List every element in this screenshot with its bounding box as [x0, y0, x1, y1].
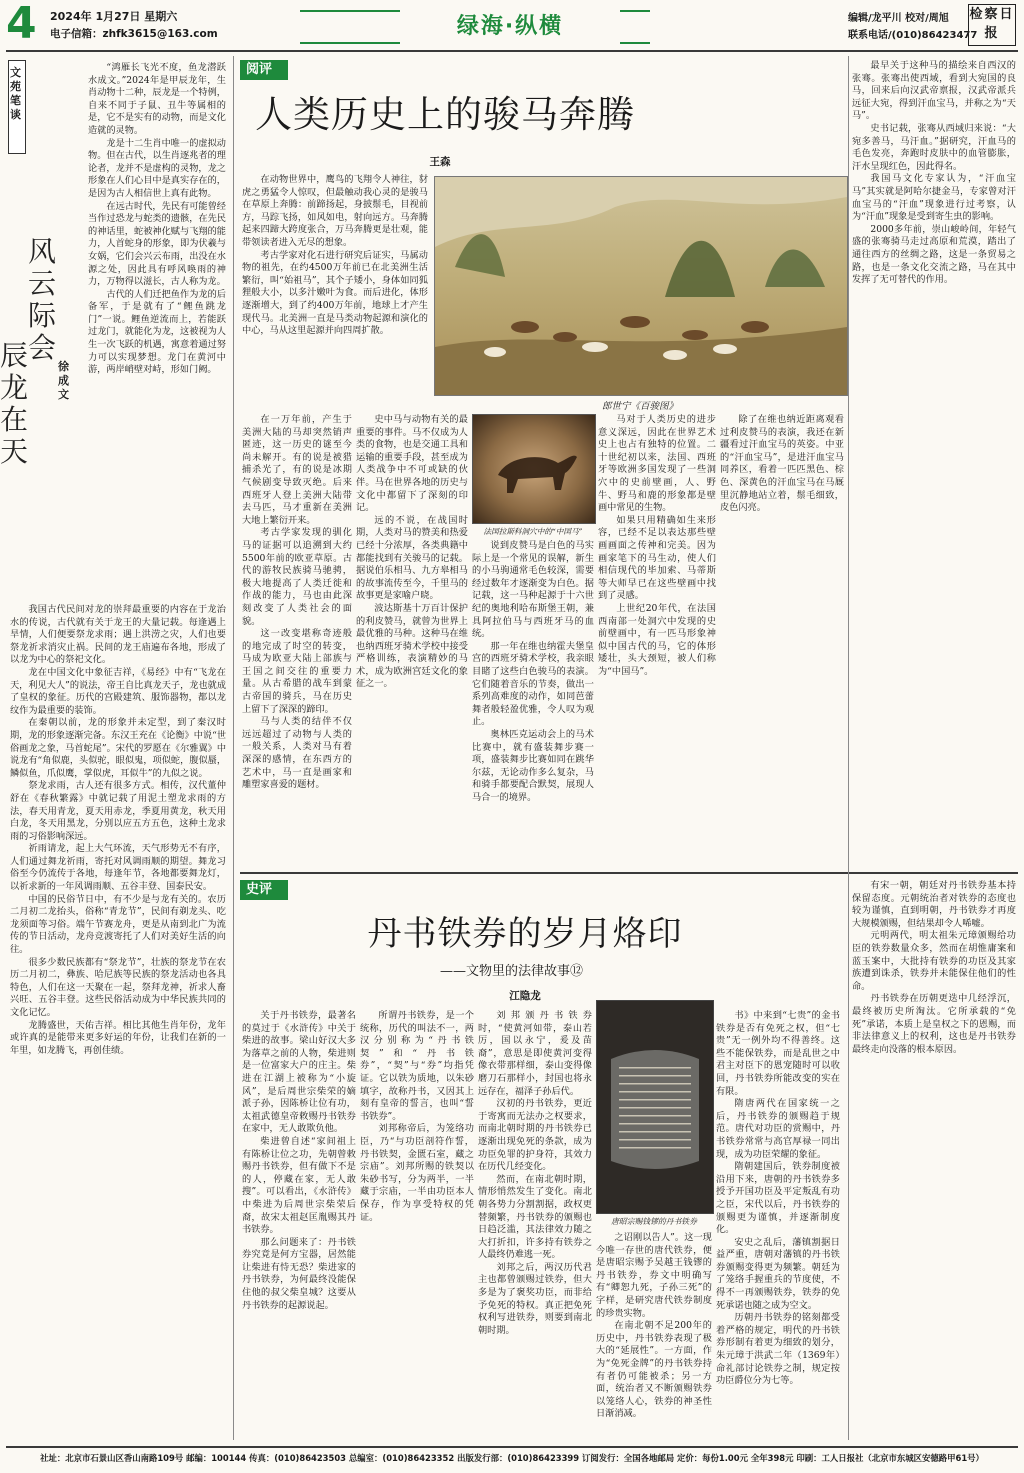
- article1-paragraph: 史书记载，张骞从西域归来说：“大宛多善马，马汗血。”据研究，汗血马的毛色发亮，奔跑时皮肤中的血管膨胀，汗水呈现红色，因此得名。: [852, 122, 1016, 172]
- footer-imprint: 社址：北京市石景山区香山南路109号 邮编：100144 传真：(010)86423503 总编室：(010)86423352 出版发行部：(010)86423399 订阅发行：全国各地邮局 定价：每份1.00元 全年398元 印刷：工人日报社（北京市东城区安德路甲61号）: [40, 1453, 984, 1463]
- article2-paragraph: 所谓丹书铁券，是一个统称，历代的叫法不一，两汉分别称为“丹书铁契”和“丹书铁券”，“契”与“券”均指凭证。它以铁为质地，以朱砂填字，故称丹书，又因其上刻有皇帝的誓言，也叫“誓书铁券”。: [360, 1010, 474, 1122]
- article2-paragraph: 隋唐两代在国家统一之后，丹书铁券的颁赐趋于规范。唐代对功臣的赏赐中，丹书铁券常常与高官厚禄一同出现，成为功臣荣耀的象征。: [716, 1098, 840, 1160]
- article2-paragraph: 然而，在南北朝时期，情形悄然发生了变化。南北朝各势力分割割据，政权更替频繁，丹书铁券的颁赐也日趋泛滥，其法律效力随之大打折扣，许多持有铁券之人最终仍难逃一死。: [478, 1173, 592, 1261]
- article2-paragraph: 在南北朝不足200年的历史中，丹书铁券表现了极大的“延展性”。一方面，作为“免死金牌”的丹书铁券持有者仍可能被杀；另一方面，统治者又不断颁赐铁券以笼络人心，铁券的神圣性日渐消减。: [596, 1320, 712, 1420]
- article2-paragraph: 丹书铁券在历朝更迭中几经浮沉，最终被历史所淘汰。它所承载的“免死”承诺，本质上是皇权之下的恩赐，而非法律意义上的权利，这也是丹书铁券最终走向没落的根本原因。: [852, 993, 1016, 1055]
- article1-paragraph: 那一年在维也纳霍夫堡皇宫的西班牙骑术学校，我亲眼目睹了这些白色骏马的表演。它们随着音乐的节奏，做出一系列高难度的动作，如同芭蕾舞者般轻盈优雅，令人叹为观止。: [472, 640, 594, 728]
- cave-painting-image: [472, 414, 596, 524]
- article1-col-5: [720, 414, 844, 866]
- iron-tablet-icon: [597, 1001, 713, 1213]
- wenyuan-body-top: [88, 62, 226, 598]
- wenyuan-paragraph: “鸿雁长飞光不度，鱼龙潜跃水成文。”2024年是甲辰龙年，生肖动物十二种，辰龙是一个特例，自来不同于子鼠、丑牛等属相的是，它不是实有的动物，而是文化造就的灵物。: [88, 62, 226, 136]
- wenyuan-title-1: 风云际会: [28, 235, 57, 364]
- wenyuan-body-bottom: [10, 604, 226, 1440]
- article1-paragraph: 马对于人类历史的进步意义深远，因此在世界艺术史上也占有独特的位置。二十世纪初以来，法国、西班牙等欧洲多国发现了一些洞穴中的史前壁画，人、野牛、野马和鹿的形象都是壁画中常见的生物。: [598, 414, 716, 514]
- article1-paragraph: 最早关于这种马的描绘来自西汉的张骞。张骞出使西域，看到大宛国的良马，回来后向汉武帝禀报，汉武帝派兵远征大宛，得到汗血宝马，并称之为“天马”。: [852, 60, 1016, 122]
- wenyuan-paragraph: 古代的人们迁把鱼作为龙的后备军，于是就有了“鲤鱼跳龙门”一说。鲤鱼逆流而上，若能跃过龙门，就能化为龙，这被视为人生一次飞跃的机遇，寓意着通过努力可以实现梦想。龙门在黄河中游，两岸峭壁对峙，形如门阙。: [88, 288, 226, 376]
- masthead-rule: [6, 50, 1018, 52]
- article2-col-1: [242, 1010, 356, 1440]
- article2-paragraph: 刘邦之后，两汉历代君主也都曾颁赐过铁券，但大多是为了褒奖功臣，而非给予免死的特权。真正把免死权利写进铁券，则要到南北朝时期。: [478, 1261, 592, 1336]
- email: 电子信箱：zhfk3615@163.com: [50, 28, 218, 40]
- cave-horse-icon: [473, 415, 595, 523]
- article2-paragraph: 柴进曾自述“家间祖上有陈桥让位之功，先朝曾敕赐丹书铁券，但有做下不是的人，停藏在家，无人敢搜”。可以看出，《水浒传》中柴进为后周世宗柴荣后裔，故宋太祖赵匡胤赐其丹书铁券。: [242, 1135, 356, 1236]
- section-title: 绿海·纵横: [400, 10, 620, 44]
- article1-paragraph: 2000多年前，崇山峻岭间，年轻气盛的张骞骑马走过高原和荒漠，踏出了通往西方的丝绸之路，这是一条贸易之路，也是一条文化交流之路，马在其中发挥了无可替代的作用。: [852, 223, 1016, 286]
- article2-paragraph: 元明两代，明太祖朱元璋颁赐给功臣的铁券数量众多，然而在胡惟庸案和蓝玉案中，大批持有铁券的功臣及其家族遭到诛杀，铁券并未能保住他们的性命。: [852, 930, 1016, 992]
- article1-paragraph: 上世纪20年代，在法国西南部一处洞穴中发现的史前壁画中，有一匹马形象神似中国古代的马，它的体形矮壮，头大颈短，被人们称为“中国马”。: [598, 602, 716, 677]
- article1-intro-left: [242, 174, 428, 400]
- column-label: 文苑笔谈: [10, 66, 21, 121]
- article2-col-2: [360, 1010, 474, 1440]
- iron-tablet-image: [596, 1000, 714, 1214]
- wenyuan-paragraph: 龙腾盛世，天佑吉祥。相比其他生肖年份，龙年或许真的是能带来更多好运的年份，让我们在新的一年里，如龙腾飞，再创佳绩。: [10, 1019, 226, 1056]
- article2-paragraph: 之诏刚以告人”。这一现今唯一存世的唐代铁券，便是唐昭宗赐予吴越王钱镠的丹书铁券，券文中明确写有“卿恕九死，子孙三死”的字样，是研究唐代铁券制度的珍贵实物。: [596, 1232, 712, 1319]
- wenyuan-paragraph: 祭龙求雨，古人还有很多方式。相传，汉代董仲舒在《春秋繁露》中就记载了用泥土塑龙求雨的方法，春天用青龙，夏天用赤龙，季夏用黄龙，秋天用白龙，冬天用黑龙，分别以应五方五色，这种土龙求雨的习俗影响深远。: [10, 780, 226, 842]
- article2-paragraph: 关于丹书铁券，最著名的莫过于《水浒传》中关于柴进的故事。梁山好汉大多为落草之前的人物，柴进则是一位富家大户的庄主。柴进在江湖上被称为“小旋风”，是后周世宗柴荣的嫡派子孙，因陈桥让位有功，太祖武德皇帝敕赐丹书铁券在家中，无人敢欺负他。: [242, 1010, 356, 1135]
- article1-paragraph: 在动物世界中，鹰鸟的飞翔令人神往，豺虎之勇猛令人惊叹，但最触动我心灵的是骏马在草原上奔腾：前蹄扬起，身披鬃毛，目视前方，马踪飞扬，如风如电，射向远方。马奔腾起来四蹄大跨度张合，万马奔腾更是壮观，能带领读者进入无尽的想象。: [242, 174, 428, 248]
- article1-paragraph: 波达斯基十万百计保护的利皮赞马，就曾为世界上最优雅的马种。这种马在维也纳西班牙骑术学校中接受严格训练，表演精妙的马术，成为欧洲宫廷文化的象征之一。: [356, 602, 468, 690]
- article2-paragraph: 刘邦颁丹书铁券时，“使黄河如带，泰山若厉，国以永宁，爰及苗裔”，意思是即使黄河变得像衣带那样细，泰山变得像磨刀石那样小，封国也将永远存在，福泽子孙后代。: [478, 1010, 592, 1097]
- article1-col-4: [598, 414, 716, 866]
- article1-title: 人类历史上的骏马奔腾: [255, 93, 635, 136]
- article1-paragraph: 史中马与动物有关的最重要的事件。马不仅成为人类的食物，也是交通工具和运输的重要手段，甚至成为人类战争中不可或缺的伙伴。马在世界各地的历史与文化中都留下了深刻的印记。: [356, 414, 468, 514]
- article1-paragraph: 除了在维也纳近距离观看过利皮赞马的表演，我还在新疆看过汗血宝马的英姿。中亚的“汗血宝马”，是进汗血宝马同养区，看着一匹匹黑色、棕色、深黄色的汗血宝马在马厩里沉静地站立着，鬃毛细致，皮色闪亮。: [720, 414, 844, 514]
- article2-right-col: [852, 880, 1016, 1440]
- phone: 联系电话/(010)86423477: [848, 30, 978, 41]
- painting-image: [434, 176, 848, 396]
- article1-right-col: [852, 60, 1016, 866]
- newspaper-logo: 检察日报: [968, 4, 1016, 46]
- artifact-caption: 唐昭宗赐钱镠的丹书铁券: [611, 1217, 697, 1226]
- article2-paragraph: 安史之乱后，藩镇割据日益严重，唐朝对藩镇的丹书铁券颁赐变得更为频繁。朝廷为了笼络手握重兵的节度使，不得不一再颁赐铁券，铁券的免死承诺也随之成为空文。: [716, 1236, 840, 1311]
- article2-paragraph: 书》中来到“七贵”的金书铁券是否有免死之权，但“七贵”无一例外均不得善终。这些不能保铁券，而是乱世之中君主对臣下的恩宠随时可以收回，丹书铁券所能改变的实在有限。: [716, 1010, 840, 1097]
- article1-author: 王森: [429, 156, 451, 168]
- article2-paragraph: 汉初的丹书铁券，更近于寄寓而无法办之权要求，而南北朝时期的丹书铁券已逐渐出现免死的条款，成为功臣免罪的护身符，其效力在历代几经变化。: [478, 1098, 592, 1173]
- article1-col-3: [472, 540, 594, 866]
- footer-rule: [6, 1446, 1018, 1448]
- wenyuan-paragraph: 祈雨请龙，起上大气环流，天气形势无不有序，人们通过舞龙祈雨，寄托对风调雨顺的期望。舞龙习俗至今仍流传于各地，每逢年节，各地都要舞龙灯，以祈求新的一年风调雨顺、五谷丰登、国泰民安。: [10, 843, 226, 893]
- article1-paragraph: 我国马文化专家认为，“汗血宝马”其实就是阿哈尔捷金马，专家曾对汗血宝马的“汗血”现象进行过考察，认为“汗血”现象是受到寄生虫的影响。: [852, 173, 1016, 223]
- article1-paragraph: 考古学家发现的驯化马的证据可以追溯到大约5500年前的欧亚草原。古代的游牧民族骑马驰骋，极大地提高了人类迁徙和作战的能力，马也由此深刻改变了人类社会的面貌。: [242, 527, 352, 627]
- cave-caption: 法国拉斯科洞穴中的“中国马”: [483, 527, 583, 536]
- wenyuan-title-2: 辰龙在天: [0, 339, 29, 468]
- wenyuan-paragraph: 龙是十二生肖中唯一的虚拟动物。但在古代，以生肖逐兆者的理论者，龙并不是虚构的灵物，龙之形象在人们心目中是真实存在的，是因为古人相信世上真有此物。: [88, 137, 226, 199]
- article1-paragraph: 马与人类的结伴不仅远远超过了动物与人类的一般关系，人类对马有着深深的感情，在东西方的艺术中，马一直是画家和雕塑家喜爱的题材。: [242, 716, 352, 791]
- article2-paragraph: 隋朝建国后，铁券制度被沿用下来，唐朝的丹书铁券多授予开国功臣及平定叛乱有功之臣，宋代以后，丹书铁券的颁赐更为谨慎，并逐渐制度化。: [716, 1161, 840, 1236]
- horses-painting-icon: [435, 177, 847, 395]
- editors: 编辑/龙平川 校对/周旭: [848, 13, 949, 24]
- article2-col-4b: [716, 1010, 840, 1440]
- article1-paragraph: 在一万年前，产生于美洲大陆的马却突然销声匿迹，这一历史的谜至今尚未解开。有的说是被猎捕杀光了，有的说是冰期气候剧变导致灭绝。后来西班牙人登上美洲大陆带去马匹，马才重新在美洲大地上繁衍开来。: [242, 414, 352, 526]
- article2-paragraph: 有宋一朝，朝廷对丹书铁券基本持保留态度。元朝统治者对铁券的态度也较为谨慎，直到明朝，丹书铁券才再度大规模颁赐，但结果却令人唏嘘。: [852, 880, 1016, 929]
- wenyuan-paragraph: 中国的民俗节日中，有不少是与龙有关的。农历二月初二龙抬头，俗称“青龙节”，民间有剃龙头、吃龙须面等习俗。端午节赛龙舟，更是从南到北广为流传的节日活动，龙舟竞渡寄托了人们对美好生活的向往。: [10, 893, 226, 956]
- article2-col-3: [478, 1010, 592, 1440]
- article2-subtitle: ——文物里的法律故事⑫: [440, 964, 584, 979]
- masthead: [0, 0, 1024, 52]
- wenyuan-paragraph: 在秦朝以前，龙的形象并未定型，到了秦汉时期，龙的形象逐渐完备。东汉王充在《论衡》中说“世俗画龙之象，马首蛇尾”。宋代的罗愿在《尔雅翼》中说龙有“角似鹿，头似驼，眼似鬼，项似蛇，腹似蜃，鳞似鱼，爪似鹰，掌似虎，耳似牛”的九似之说。: [10, 717, 226, 779]
- right-column-divider: [848, 56, 849, 1440]
- page-number: 4: [6, 0, 37, 49]
- article1-col-1: [242, 414, 352, 866]
- article2-paragraph: 刘邦称帝后，为笼络功臣，乃“与功臣剖符作誓，丹书铁契，金匮石室，藏之宗庙”。刘邦所赐的铁契以朱砂书写，分为两半，一半藏于宗庙，一半由功臣本人保存，作为享受特权的凭证。: [360, 1123, 474, 1223]
- article1-paragraph: 说到皮赞马是白色的马实际上是一个常见的误解，新生的小马驹通常毛色较深，需要经过数年才逐渐变为白色。据记载，这一马种起源于十六世纪的奥地利哈布斯堡王朝，兼具阿拉伯马与西班牙马的血统。: [472, 540, 594, 640]
- article1-paragraph: 远的不说，在战国时期，人类对马的赞美和热爱已经十分浓厚，各类典籍中都能找到有关骏马的记载。据说伯乐相马、九方皋相马的故事流传至今，千里马的故事更是家喻户晓。: [356, 514, 468, 602]
- section-label-text: 阅评: [246, 62, 273, 77]
- section-label-text: 史评: [246, 882, 273, 897]
- issue-date: 2024年 1月27日 星期六: [50, 10, 178, 23]
- article1-col-2: [356, 414, 468, 866]
- column-divider: [233, 56, 234, 1440]
- wenyuan-paragraph: 在远古时代，先民有可能曾经当作过恐龙与蛇类的遗骸，在先民的神话里，蛇被神化赋与飞翔的能力，人首蛇身的形象，即为伏羲与女娲，它们会兴云布雨，出没在水源之处，因此具有呼风唤雨的神力，万物得以滋长，古人称为龙。: [88, 200, 226, 288]
- wenyuan-paragraph: 我国古代民间对龙的崇拜最重要的内容在于龙治水的传说，古代就有关于龙王的大量记载。每逢遇上旱情，人们便要祭龙求雨；遇上洪涝之灾，人们也要祭龙祈求消灾止祸。民间的龙王庙遍布各地，形成了以龙为中心的祭祀文化。: [10, 604, 226, 666]
- wenyuan-author: 徐成文: [58, 360, 69, 401]
- wenyuan-paragraph: 龙在中国文化中象征吉祥，《易经》中有“飞龙在天，利见大人”的说法，帝王自比真龙天子，龙也就成了皇权的象征。历代的宫殿建筑、服饰器物，都以龙纹作为最重要的装饰。: [10, 666, 226, 716]
- article2-paragraph: 历朝丹书铁券的铭刻都受着严格的规定，明代的丹书铁券形制有着更为细致的划分，朱元璋于洪武二年（1369年）命礼部讨论铁券之制，规定按功臣爵位分为七等。: [716, 1312, 840, 1387]
- article2-author: 江隐龙: [509, 990, 541, 1002]
- article1-paragraph: 考古学家对化石进行研究后证实，马属动物的祖先，在约4500万年前已在北美洲生活繁衍，叫“始祖马”，其个子矮小，身体如同狐狸般大小，以多汁嫩叶为食。而后进化，体形逐渐增大，到了约400万年前，地球上才产生现代马。北美洲一直是马类动物起源和演化的中心，马从这里起源并向四周扩散。: [242, 249, 428, 337]
- article1-paragraph: 如果只用精确如生来形容，已经不足以表达那些壁画画面之传神和完美。因为画家笔下的马生动，使人们相信现代的毕加索、马蒂斯等大师早已在这些壁画中找到了灵感。: [598, 514, 716, 602]
- article-separator: [240, 872, 1018, 874]
- article2-title: 丹书铁券的岁月烙印: [367, 914, 683, 954]
- article1-paragraph: 这一改变堪称奇迹般的地完成了时空的转变，马成为欧亚大陆上部族与王国之间交往的重要力量。从古希腊的战车到蒙古帝国的骑兵，马在历史上留下了深深的蹄印。: [242, 628, 352, 715]
- wenyuan-paragraph: 很多少数民族都有“祭龙节”，壮族的祭龙节在农历二月初二，彝族、哈尼族等民族的祭龙活动也各具特色，人们在这一天聚在一起，祭拜龙神，祈求人畜兴旺、五谷丰登。这些民俗活动成为中华民族共同的文化记忆。: [10, 956, 226, 1018]
- article2-paragraph: 那么问题来了：丹书铁券究竟是何方宝器，居然能让柴进有恃无恐？柴进家的丹书铁券，为何最终没能保住他的叔父柴皇城？这要从丹书铁券的起源说起。: [242, 1236, 356, 1311]
- article2-col-4a: [596, 1232, 712, 1440]
- article1-paragraph: 奥林匹克运动会上的马术比赛中，就有盛装舞步赛一项，盛装舞步比赛如同在跳华尔兹，无论动作多么复杂，马和骑手都要配合默契，展现人马合一的境界。: [472, 728, 594, 803]
- painting-caption: 郎世宁《百骏图》: [601, 401, 678, 412]
